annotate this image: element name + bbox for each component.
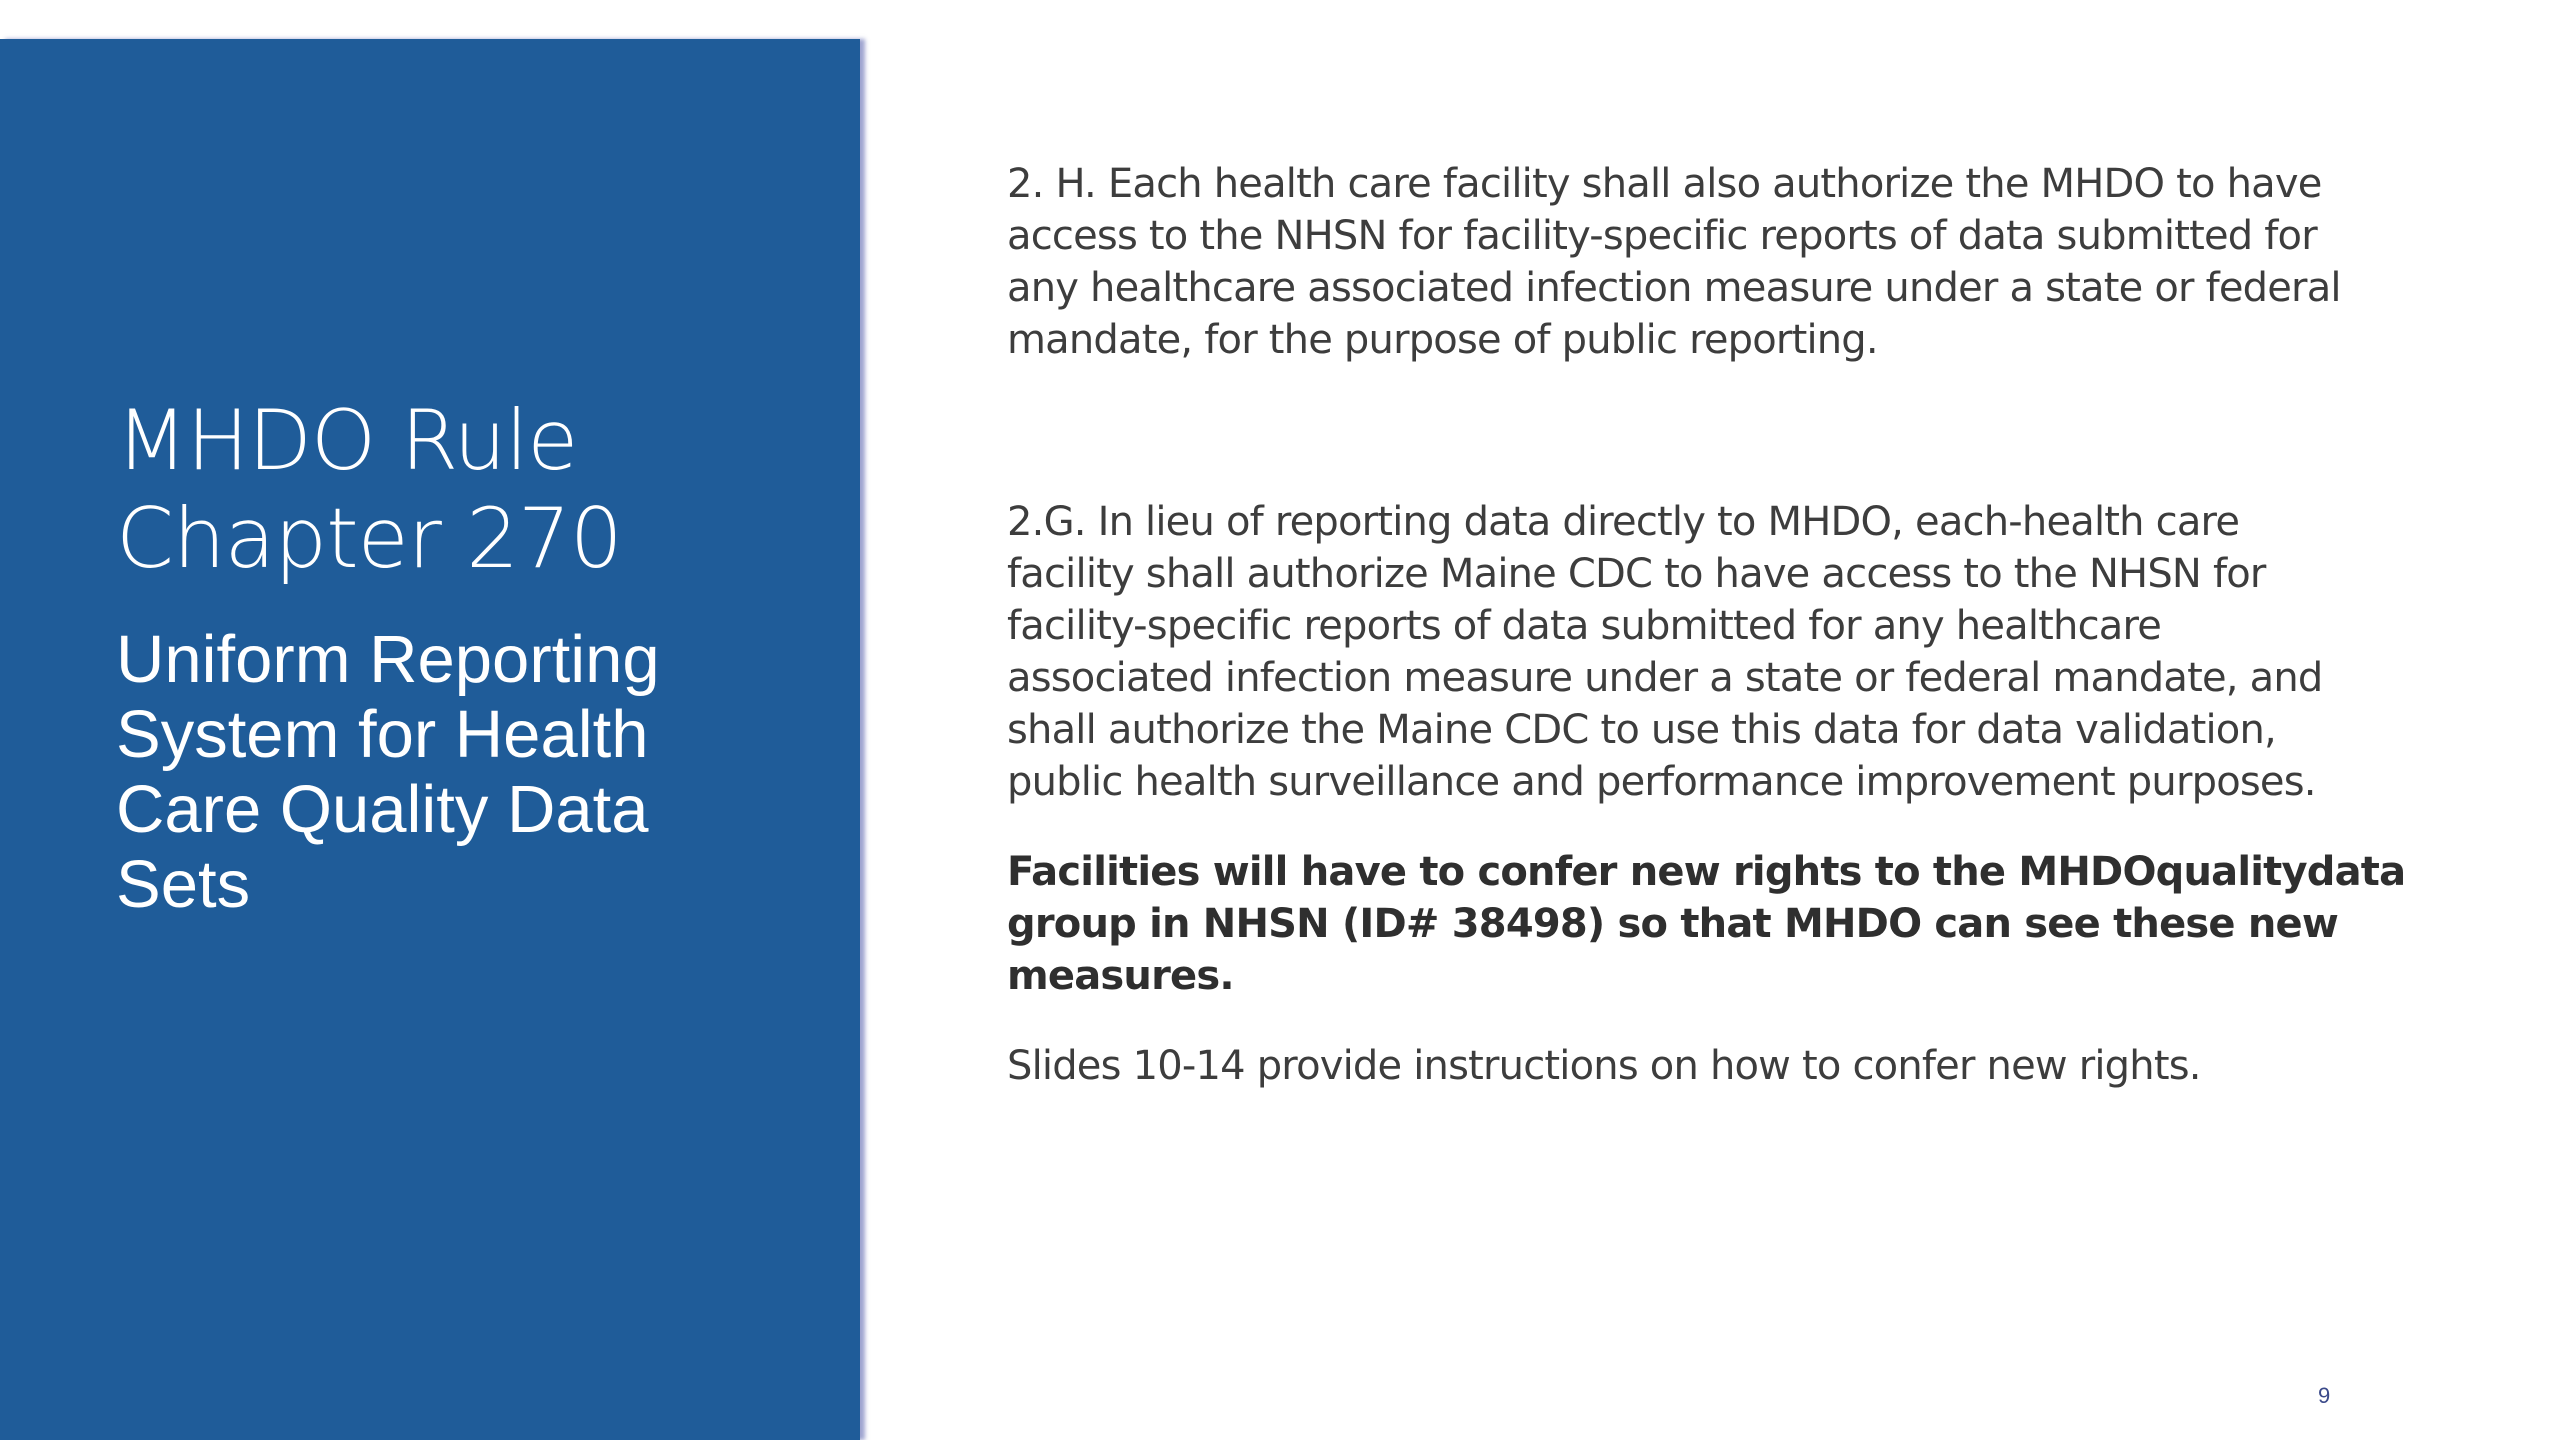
rule-2h-paragraph <box>1007 158 2407 366</box>
slide-title <box>116 392 836 588</box>
paragraph-line: Facilities will have to confer new rights to the MHDOqualitydata <box>1007 849 2406 895</box>
paragraph-line: mandate, for the purpose of public reporting. <box>1007 317 1878 363</box>
instructions-reference <box>1007 1040 2407 1092</box>
paragraph-line: 2. H. Each health care facility shall also authorize the MHDO to have <box>1007 161 2322 207</box>
slide-subtitle <box>116 622 836 922</box>
paragraph-line: public health surveillance and performance improvement purposes. <box>1007 759 2316 805</box>
paragraph-line: shall authorize the Maine CDC to use this data for data validation, <box>1007 707 2276 753</box>
slide-subtitle-line: System for Health <box>116 697 649 772</box>
slide-subtitle-line: Sets <box>116 847 251 922</box>
slide-title-line: Chapter 270 <box>116 490 622 587</box>
paragraph-line: 2.G. In lieu of reporting data directly to MHDO, each-health care <box>1007 499 2240 545</box>
paragraph-line: facility shall authorize Maine CDC to have access to the NHSN for <box>1007 551 2266 597</box>
paragraph-line: group in NHSN (ID# 38498) so that MHDO can see these new <box>1007 901 2339 947</box>
paragraph-line: associated infection measure under a state or federal mandate, and <box>1007 655 2323 701</box>
slide-title-line: MHDO Rule <box>116 392 578 489</box>
slide-body <box>1007 158 2407 1092</box>
confer-rights-note <box>1007 846 2407 1002</box>
paragraph-line: Slides 10-14 provide instructions on how to confer new rights. <box>1007 1043 2201 1089</box>
paragraph-line: access to the NHSN for facility-specific reports of data submitted for <box>1007 213 2317 259</box>
page-number: 9 <box>2318 1383 2331 1408</box>
rule-2g-paragraph <box>1007 496 2407 808</box>
paragraph-line: facility-specific reports of data submitted for any healthcare <box>1007 603 2162 649</box>
paragraph-line: measures. <box>1007 953 1234 999</box>
slide-subtitle-line: Care Quality Data <box>116 772 649 847</box>
slide-subtitle-line: Uniform Reporting <box>116 622 660 697</box>
paragraph-line: any healthcare associated infection measure under a state or federal <box>1007 265 2341 311</box>
